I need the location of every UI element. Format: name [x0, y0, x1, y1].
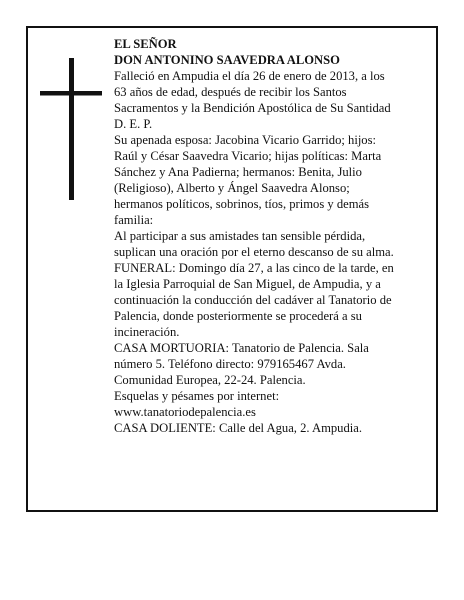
notice-line: hermanos políticos, sobrinos, tíos, primos y demás: [114, 197, 370, 211]
notice-line: Esquelas y pésames por internet:: [114, 389, 280, 403]
notice-line: Su apenada esposa: Jacobina Vicario Garrido; hijos:: [114, 133, 377, 147]
notice-line: 63 años de edad, después de recibir los Santos: [114, 85, 347, 99]
notice-line: CASA MORTUORIA: Tanatorio de Palencia. Sala: [114, 341, 369, 355]
notice-heading-name: DON ANTONINO SAAVEDRA ALONSO: [114, 53, 340, 67]
notice-line: número 5. Teléfono directo: 979165467 Avda.: [114, 357, 346, 371]
notice-line: la Iglesia Parroquial de San Miguel, de Ampudia, y a: [114, 277, 381, 291]
notice-line: (Religioso), Alberto y Ángel Saavedra Alonso;: [114, 181, 350, 195]
notice-line: Sacramentos y la Bendición Apostólica de Su Santidad: [114, 101, 391, 115]
notice-line: incineración.: [114, 325, 180, 339]
notice-line: Palencia, donde posteriormente se procederá a su: [114, 309, 362, 323]
notice-line: familia:: [114, 213, 154, 227]
notice-line: Falleció en Ampudia el día 26 de enero de 2013, a los: [114, 69, 385, 83]
notice-line: Raúl y César Saavedra Vicario; hijas políticas: Marta: [114, 149, 382, 163]
notice-line: Sánchez y Ana Padierna; hermanos: Benita, Julio: [114, 165, 362, 179]
website-link[interactable]: www.tanatoriodepalencia.es: [114, 405, 256, 419]
notice-heading-title: EL SEÑOR: [114, 37, 177, 51]
notice-line: D. E. P.: [114, 117, 153, 131]
cross-icon: [40, 58, 102, 200]
obituary-notice: [26, 26, 438, 512]
notice-line: CASA DOLIENTE: Calle del Agua, 2. Ampudia.: [114, 421, 362, 435]
notice-line: FUNERAL: Domingo día 27, a las cinco de la tarde, en: [114, 261, 394, 275]
notice-line: Al participar a sus amistades tan sensible pérdida,: [114, 229, 366, 243]
notice-text: [114, 36, 432, 436]
notice-line: Comunidad Europea, 22-24. Palencia.: [114, 373, 306, 387]
notice-line: continuación la conducción del cadáver al Tanatorio de: [114, 293, 392, 307]
notice-line: suplican una oración por el eterno descanso de su alma.: [114, 245, 394, 259]
